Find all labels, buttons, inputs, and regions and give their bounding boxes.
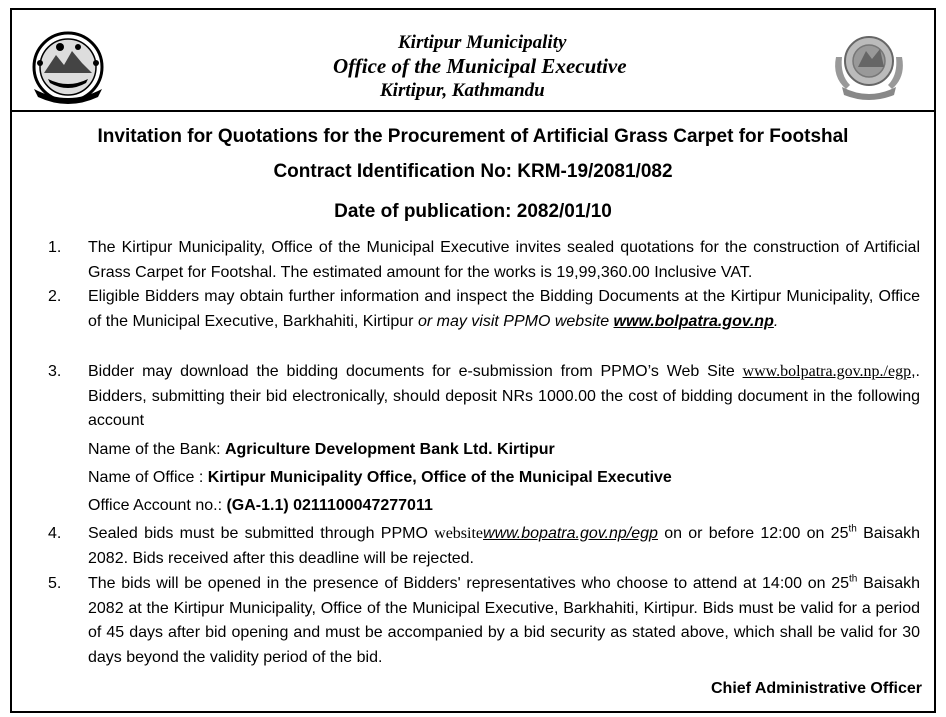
list-item xyxy=(48,522,920,571)
ordinal-suffix: th xyxy=(849,573,858,585)
item-text: Bidder may download the bidding documents for e-submission from PPMO’s Web Site xyxy=(88,363,743,380)
item-end: ,. Bidders, submitting their bid electronically, should deposit NRs 1000.00 the cost of bidding document in the following account xyxy=(88,363,920,429)
ppmo-website-link[interactable]: www.bolpatra.gov.np xyxy=(613,312,774,330)
item-end: Baisakh 2082. Bids received after this deadline will be rejected. xyxy=(88,525,920,567)
egp-website-link[interactable]: www.bolpatra.gov.np./egp xyxy=(742,363,912,380)
list-item xyxy=(48,360,920,434)
notice-title: Invitation for Quotations for the Procurement of Artificial Grass Carpet for Footshal xyxy=(97,126,849,147)
list-item xyxy=(48,236,920,285)
bank-name-row xyxy=(88,441,555,459)
item-italic-text: or may visit PPMO website xyxy=(417,312,614,330)
publication-date: Date of publication: 2082/01/10 xyxy=(334,201,612,222)
item-end: . xyxy=(773,312,779,330)
account-number-row xyxy=(88,497,433,515)
submission-website-link[interactable]: www.bopatra.gov.np/egp xyxy=(483,525,658,542)
contract-id: Contract Identification No: KRM-19/2081/082 xyxy=(273,161,673,182)
item-number: 5. xyxy=(48,575,62,592)
item-number: 2. xyxy=(48,288,62,305)
list-item xyxy=(48,572,920,670)
item-number: 3. xyxy=(48,363,62,380)
item-end: Baisakh 2082 at the Kirtipur Municipality, Office of the Municipal Executive, Barkhahiti, Kirtipur. Bids must be valid for a period of 45 days after bid opening and must be accompanied by a bid security as stated above, which shall be valid for 30 days beyond the validity period of the bid. xyxy=(88,575,920,666)
office-location: Kirtipur, Kathmandu xyxy=(380,80,545,101)
account-label: Office Account no.: xyxy=(88,497,227,514)
item-text: Eligible Bidders may obtain further information and inspect the Bidding Documents at the Kirtipur Municipality, Office of the Municipal Executive, Barkhahiti, Kirtipur xyxy=(88,288,920,330)
office-value: Kirtipur Municipality Office, Office of the Municipal Executive xyxy=(207,469,672,486)
signatory-title: Chief Administrative Officer xyxy=(710,680,922,697)
item-text: The Kirtipur Municipality, Office of the Municipal Executive invites sealed quotations for the construction of Artificial Grass Carpet for Footshal. The estimated amount for the works is 19,99,360.00 Inclusive VAT. xyxy=(88,239,920,281)
item-after: on or before 12:00 on 25 xyxy=(657,525,849,542)
header-divider xyxy=(10,110,936,112)
office-name-row xyxy=(88,469,672,487)
item-text: Sealed bids must be submitted through PPMO xyxy=(88,525,435,542)
bank-value: Agriculture Development Bank Ltd. Kirtipur xyxy=(224,441,555,458)
kirtipur-municipality-logo-icon xyxy=(826,27,912,103)
item-number: 4. xyxy=(48,525,62,542)
item-number: 1. xyxy=(48,239,62,256)
item-text: The bids will be opened in the presence of Bidders' representatives who choose to attend at 14:00 on 25 xyxy=(88,575,850,592)
municipality-name: Kirtipur Municipality xyxy=(398,32,567,53)
nepal-government-emblem-icon xyxy=(26,27,110,111)
office-label: Name of Office : xyxy=(88,469,208,486)
office-name: Office of the Municipal Executive xyxy=(333,54,627,78)
bank-label: Name of the Bank: xyxy=(88,441,225,458)
list-item xyxy=(48,285,920,334)
item-website-word: website xyxy=(434,525,484,542)
account-value: (GA-1.1) 0211100047277011 xyxy=(226,497,433,514)
ordinal-suffix: th xyxy=(848,523,857,535)
